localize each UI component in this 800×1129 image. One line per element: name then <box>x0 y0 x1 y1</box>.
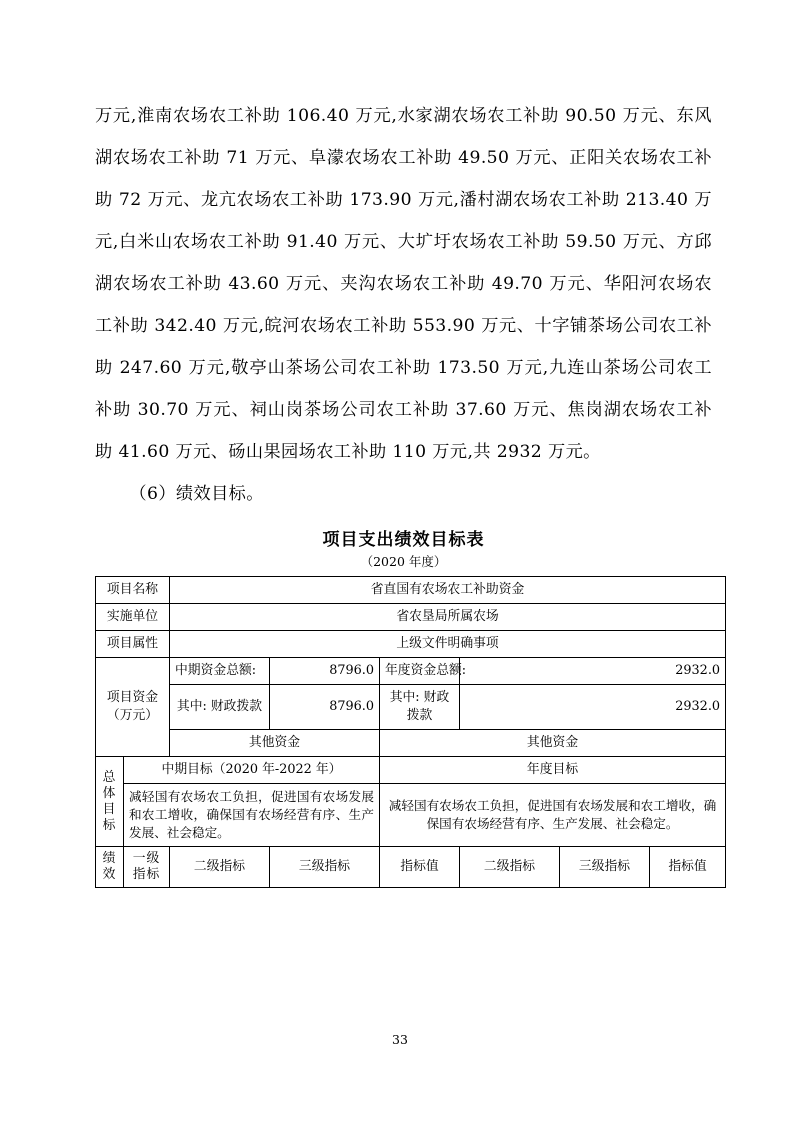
performance-label-char-2: 效 <box>102 867 117 882</box>
funds-label-line2: （万元） <box>106 708 159 723</box>
table-row <box>96 847 726 888</box>
overall-goal-label-char-1: 总 <box>102 769 117 785</box>
year-total-value: 2932.0 <box>460 658 726 685</box>
indicator-value-label-right: 指标值 <box>650 847 726 888</box>
level1-indicator-label-line2: 指标 <box>132 867 161 882</box>
table-subtitle: （2020 年度） <box>360 554 447 569</box>
table-row <box>96 604 726 631</box>
unit-value: 省农垦局所属农场 <box>170 604 726 631</box>
funds-label <box>96 658 170 757</box>
paragraph-continuation: 万元,淮南农场农工补助 106.40 万元,水家湖农场农工补助 90.50 万元、东风湖农场农工补助 71 万元、阜濛农场农工补助 49.50 万元、正阳关农场农工补助 72 万元、龙亢农场农工补助 173.90 万元,潘村湖农场农工补助 213.40 万元,白米山农场农工补助 91.40 万元、大圹圩农场农工补助 59.50 万元、方邱湖农场农工补助 43.60 万元、夹沟农场农工补助 49.70 万元、华阳河农场农工补助 342.40 万元,皖河农场农工补助 553.90 万元、十字铺茶场公司农工补助 247.60 万元,敬亭山茶场公司农工补助 173.50 万元,九连山茶场公司农工补助 30.70 万元、祠山岗茶场公司农工补助 37.60 万元、焦岗湖农场农工补助 41.60 万元、砀山果园场农工补助 110 万元,共 2932 万元。 <box>95 106 712 462</box>
level1-indicator-label <box>124 847 170 888</box>
year-goal-header: 年度目标 <box>380 757 726 784</box>
level3-indicator-label-left: 三级指标 <box>270 847 380 888</box>
unit-label: 实施单位 <box>96 604 170 631</box>
table-row <box>96 631 726 658</box>
overall-goal-label-char-2: 体 <box>102 785 117 801</box>
performance-target-table <box>95 576 726 888</box>
table-row <box>96 757 726 784</box>
funds-label-line1: 项目资金 <box>106 690 159 705</box>
overall-goal-label-char-4: 标 <box>102 817 117 833</box>
attribute-label: 项目属性 <box>96 631 170 658</box>
year-of-which-value: 2932.0 <box>460 685 726 730</box>
mid-goal-header: 中期目标（2020 年-2022 年） <box>124 757 380 784</box>
overall-goal-label <box>96 757 124 847</box>
table-row <box>96 784 726 847</box>
table-row <box>96 577 726 604</box>
table-row <box>96 658 726 685</box>
year-goal-text: 减轻国有农场农工负担，促进国有农场发展和农工增收，确保国有农场经营有序、生产发展、社会稳定。 <box>380 784 726 847</box>
year-total-label: 年度资金总额: <box>380 658 460 685</box>
performance-label-char-1: 绩 <box>102 851 117 866</box>
attribute-value: 上级文件明确事项 <box>170 631 726 658</box>
mid-of-which-value: 8796.0 <box>270 685 380 730</box>
table-row <box>96 730 726 757</box>
indicator-value-label-left: 指标值 <box>380 847 460 888</box>
year-other-label: 其他资金 <box>380 730 726 757</box>
year-of-which-label: 其中: 财政拨款 <box>380 685 460 730</box>
overall-goal-label-char-3: 目 <box>102 801 117 817</box>
level2-indicator-label-right: 二级指标 <box>460 847 560 888</box>
section-heading: （6）绩效目标。 <box>129 484 264 504</box>
level3-indicator-label-right: 三级指标 <box>560 847 650 888</box>
table-title: 项目支出绩效目标表 <box>322 530 485 550</box>
mid-of-which-label: 其中: 财政拨款 <box>170 685 270 730</box>
mid-goal-text: 减轻国有农场农工负担，促进国有农场发展和农工增收，确保国有农场经营有序、生产发展、社会稳定。 <box>124 784 380 847</box>
mid-other-label: 其他资金 <box>170 730 380 757</box>
level1-indicator-label-line1: 一级 <box>132 851 161 866</box>
mid-total-value: 8796.0 <box>270 658 380 685</box>
performance-label <box>96 847 124 888</box>
project-name-label: 项目名称 <box>96 577 170 604</box>
table-row <box>96 685 726 730</box>
mid-total-label: 中期资金总额: <box>170 658 270 685</box>
project-name-value: 省直国有农场农工补助资金 <box>170 577 726 604</box>
page-number: 33 <box>392 1032 408 1047</box>
level2-indicator-label-left: 二级指标 <box>170 847 270 888</box>
body-text-block <box>95 95 712 515</box>
